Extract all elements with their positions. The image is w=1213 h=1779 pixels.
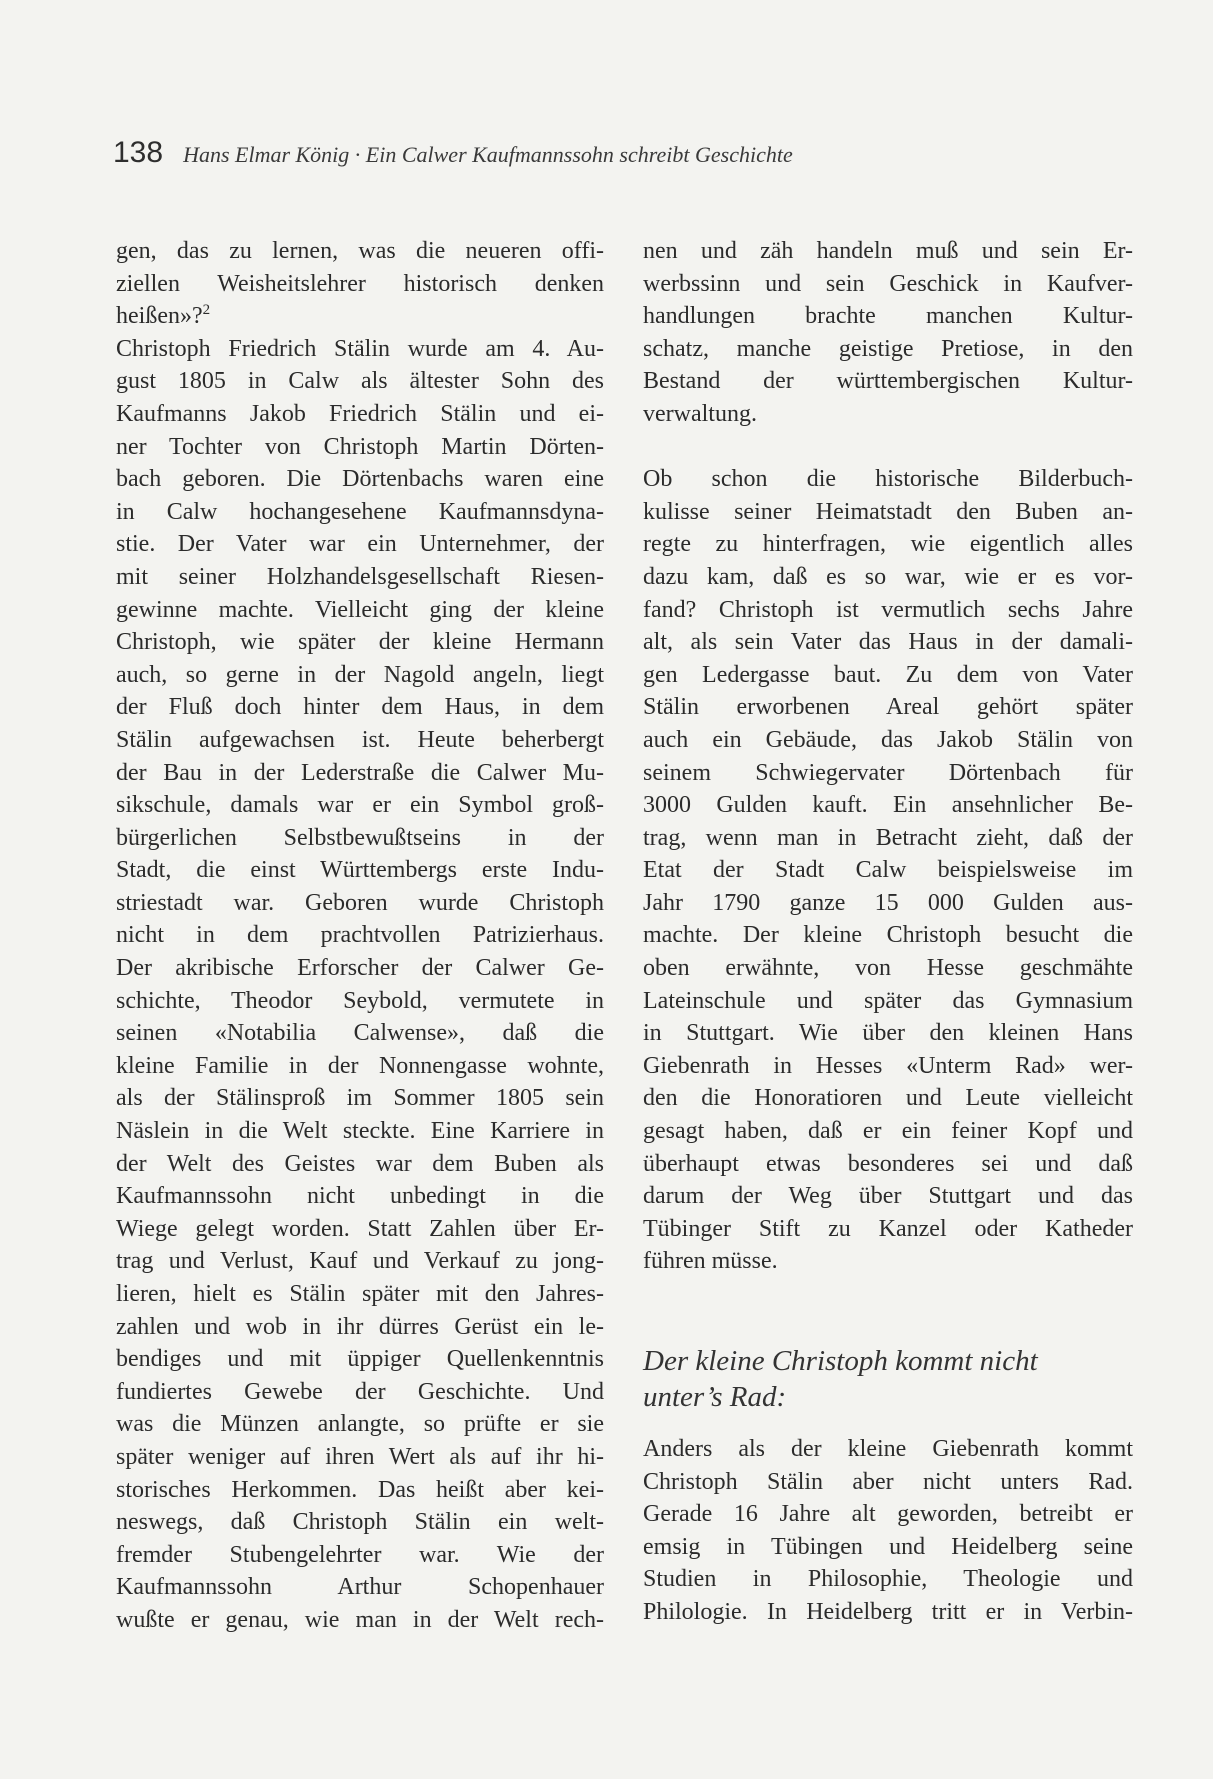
text-line: [116, 1376, 604, 1409]
text-line: [643, 626, 1133, 659]
text-line-content: auch ein Gebäude, das Jakob Stälin von: [643, 726, 1133, 753]
text-line-content: in Calw hochangesehene Kaufmannsdyna-: [116, 498, 604, 525]
text-line-content: schichte, Theodor Seybold, vermutete in: [116, 987, 604, 1014]
section-spacer: [643, 1278, 1133, 1343]
text-line-content: sikschule, damals war er ein Symbol groß-: [116, 792, 604, 819]
text-line-content: heißen»?: [116, 303, 203, 330]
text-line-content: der Bau in der Lederstraße die Calwer Mu-: [116, 759, 604, 786]
text-line-content: gen Ledergasse baut. Zu dem von Vater: [643, 661, 1133, 688]
text-line: [643, 1498, 1133, 1531]
text-line: [643, 1213, 1133, 1246]
text-line-content: Gerade 16 Jahre alt geworden, betreibt er: [643, 1501, 1133, 1528]
text-line-content: gewinne machte. Vielleicht ging der kleine: [116, 596, 604, 623]
text-line-content: Stälin aufgewachsen ist. Heute beherbergt: [116, 726, 604, 753]
text-line-content: zahlen und wob in ihr dürres Gerüst ein le-: [116, 1313, 604, 1340]
text-line: [643, 789, 1133, 822]
text-line: [643, 300, 1133, 333]
text-line-content: Näslein in die Welt steckte. Eine Karriere in: [116, 1118, 604, 1145]
text-line: [643, 1466, 1133, 1499]
text-line-content: später weniger auf ihren Wert als auf ihr hi-: [116, 1443, 604, 1470]
text-line: [116, 919, 604, 952]
text-line-content: darum der Weg über Stuttgart und das: [643, 1183, 1133, 1210]
text-line-content: ziellen Weisheitslehrer historisch denken: [116, 270, 604, 297]
text-line: [116, 1050, 604, 1083]
text-line: [643, 659, 1133, 692]
text-line-content: Kaufmanns Jakob Friedrich Stälin und ei-: [116, 400, 604, 427]
footnote-marker: 2: [202, 302, 211, 319]
paragraph: [643, 235, 1133, 431]
text-line: [116, 1506, 604, 1539]
text-line-content: lieren, hielt es Stälin später mit den Jahres-: [116, 1281, 604, 1307]
text-line-content: bürgerlichen Selbstbewußtseins in der: [116, 824, 604, 851]
text-line: [643, 822, 1133, 855]
text-line-content: Anders als der kleine Giebenrath kommt: [643, 1436, 1133, 1462]
text-line-content: Kaufmannssohn Arthur Schopenhauer: [116, 1574, 604, 1601]
text-line-content: fremder Stubengelehrter war. Wie der: [116, 1541, 604, 1568]
text-line-content: Wiege gelegt worden. Statt Zahlen über Er-: [116, 1215, 604, 1242]
text-line-content: Christoph, wie später der kleine Hermann: [116, 629, 604, 656]
text-line-content: Philologie. In Heidelberg tritt er in Verbin-: [643, 1598, 1133, 1625]
text-line-content: machte. Der kleine Christoph besucht die: [643, 922, 1133, 949]
text-line-content: Tübinger Stift zu Kanzel oder Katheder: [643, 1215, 1133, 1242]
text-line-content: was die Münzen anlangte, so prüfte er sie: [116, 1411, 604, 1438]
running-title: Hans Elmar König · Ein Calwer Kaufmannssohn schreibt Geschichte: [183, 142, 793, 167]
section-heading-line: unter’s Rad:: [643, 1381, 787, 1413]
text-line: [643, 365, 1133, 398]
text-line-content: stie. Der Vater war ein Unternehmer, der: [116, 531, 604, 558]
text-line-content: trag und Verlust, Kauf und Verkauf zu jong-: [116, 1248, 604, 1275]
text-line-content: nicht in dem prachtvollen Patrizierhaus.: [116, 922, 604, 949]
text-line: [116, 300, 604, 333]
text-line: [116, 1474, 604, 1507]
text-line: [643, 594, 1133, 627]
text-line-content: fundiertes Gewebe der Geschichte. Und: [116, 1378, 604, 1405]
text-line: [643, 1245, 1133, 1278]
text-line: [116, 463, 604, 496]
text-line: [116, 1245, 604, 1278]
text-line: [643, 235, 1133, 268]
left-column: [116, 235, 604, 1637]
text-line: [116, 1115, 604, 1148]
text-line-content: bendiges und mit üppiger Quellenkenntnis: [116, 1346, 604, 1373]
text-line-content: verwaltung.: [643, 400, 757, 427]
text-line: [643, 854, 1133, 887]
text-line-content: dazu kam, daß es so war, wie er es vor-: [643, 563, 1133, 590]
text-line: [116, 1311, 604, 1344]
text-line: [643, 1017, 1133, 1050]
text-line: [116, 431, 604, 464]
text-line: [643, 463, 1133, 496]
text-line: [643, 1050, 1133, 1083]
text-line: [116, 1571, 604, 1604]
text-line-content: 3000 Gulden kauft. Ein ansehnlicher Be-: [643, 792, 1133, 819]
section-heading-line: Der kleine Christoph kommt nicht: [643, 1345, 1038, 1377]
text-line-content: der Welt des Geistes war dem Buben als: [116, 1150, 604, 1177]
text-line: [643, 561, 1133, 594]
text-line-content: Der akribische Erforscher der Calwer Ge-: [116, 955, 604, 982]
text-line: [116, 626, 604, 659]
text-line-content: seinen «Notabilia Calwense», daß die: [116, 1020, 604, 1047]
text-line-content: führen müsse.: [643, 1248, 778, 1275]
text-line: [116, 333, 604, 366]
text-line: [116, 1213, 604, 1246]
text-line: [116, 789, 604, 822]
text-line: [116, 659, 604, 692]
text-line: [643, 398, 1133, 431]
text-line-content: Lateinschule und später das Gymnasium: [643, 987, 1133, 1014]
text-line-content: trag, wenn man in Betracht zieht, daß der: [643, 824, 1133, 851]
section-heading: [643, 1343, 1133, 1415]
text-line: [116, 594, 604, 627]
text-line: [643, 1115, 1133, 1148]
text-line: [116, 1343, 604, 1376]
text-line-content: Christoph Stälin aber nicht unters Rad.: [643, 1468, 1133, 1495]
text-line: [643, 528, 1133, 561]
text-line-content: ner Tochter von Christoph Martin Dörten-: [116, 433, 604, 460]
text-line-content: bach geboren. Die Dörtenbachs waren eine: [116, 466, 604, 493]
text-line: [643, 919, 1133, 952]
text-line: [116, 1017, 604, 1050]
text-line-content: gust 1805 in Calw als ältester Sohn des: [116, 368, 604, 395]
text-line: [643, 1148, 1133, 1181]
text-line: [116, 887, 604, 920]
text-line-content: in Stuttgart. Wie über den kleinen Hans: [643, 1020, 1133, 1047]
text-line: [116, 1441, 604, 1474]
text-line-content: der Fluß doch hinter dem Haus, in dem: [116, 694, 604, 721]
text-line: [116, 561, 604, 594]
paragraph: [643, 1433, 1133, 1629]
text-line-content: regte zu hinterfragen, wie eigentlich alles: [643, 531, 1133, 558]
text-line-content: den die Honoratioren und Leute vielleicht: [643, 1085, 1133, 1112]
text-line-content: werbssinn und sein Geschick in Kaufver-: [643, 270, 1133, 297]
text-line: [643, 724, 1133, 757]
text-line-content: neswegs, daß Christoph Stälin ein welt-: [116, 1509, 604, 1536]
text-line-content: fand? Christoph ist vermutlich sechs Jahre: [643, 596, 1133, 623]
text-line: [116, 1180, 604, 1213]
text-line-content: Christoph Friedrich Stälin wurde am 4. Au-: [116, 335, 604, 362]
text-line: [116, 1539, 604, 1572]
text-line: [643, 1531, 1133, 1564]
text-line: [116, 496, 604, 529]
text-line-content: Jahr 1790 ganze 15 000 Gulden aus-: [643, 889, 1133, 916]
text-line: [116, 398, 604, 431]
text-line: [116, 985, 604, 1018]
text-line-content: Bestand der württembergischen Kultur-: [643, 368, 1133, 395]
text-line: [643, 1596, 1133, 1629]
text-line: [116, 365, 604, 398]
text-line: [643, 333, 1133, 366]
text-line-content: schatz, manche geistige Pretiose, in den: [643, 335, 1133, 362]
text-line: [116, 952, 604, 985]
right-column: [643, 235, 1133, 1629]
text-line-content: mit seiner Holzhandelsgesellschaft Riesen-: [116, 563, 604, 590]
text-line: [643, 1180, 1133, 1213]
text-line-content: Stadt, die einst Württembergs erste Indu-: [116, 857, 604, 884]
text-line-content: oben erwähnte, von Hesse geschmähte: [643, 955, 1133, 982]
text-line-content: storisches Herkommen. Das heißt aber kei-: [116, 1476, 604, 1503]
text-line-content: alt, als sein Vater das Haus in der damali-: [643, 629, 1133, 656]
text-line: [116, 1082, 604, 1115]
text-line-content: Stälin erworbenen Areal gehört später: [643, 694, 1133, 721]
text-line-content: wußte er genau, wie man in der Welt rech-: [116, 1606, 604, 1633]
text-line-content: auch, so gerne in der Nagold angeln, liegt: [116, 661, 604, 688]
text-line-content: striestadt war. Geboren wurde Christoph: [116, 889, 604, 916]
text-line-content: Ob schon die historische Bilderbuch-: [643, 466, 1133, 493]
text-line: [116, 691, 604, 724]
text-line-content: gen, das zu lernen, was die neueren offi-: [116, 238, 604, 264]
text-line: [643, 952, 1133, 985]
text-line-content: Kaufmannssohn nicht unbedingt in die: [116, 1183, 604, 1210]
text-line: [116, 268, 604, 301]
text-line: [116, 822, 604, 855]
text-line: [643, 1082, 1133, 1115]
text-line: [643, 496, 1133, 529]
text-line: [116, 235, 604, 268]
running-head: [113, 136, 1113, 176]
text-line: [116, 1604, 604, 1637]
text-line: [116, 1408, 604, 1441]
paragraph: [643, 463, 1133, 1278]
text-line: [643, 691, 1133, 724]
paragraph-spacer: [643, 431, 1133, 464]
text-line: [643, 1433, 1133, 1466]
text-line-content: Studien in Philosophie, Theologie und: [643, 1566, 1133, 1593]
text-line-content: gesagt haben, daß er ein feiner Kopf und: [643, 1118, 1133, 1145]
text-line-content: handlungen brachte manchen Kultur-: [643, 303, 1133, 330]
text-line-content: kleine Familie in der Nonnengasse wohnte,: [116, 1052, 604, 1079]
text-line: [643, 757, 1133, 790]
text-line: [116, 1148, 604, 1181]
text-line: [643, 1563, 1133, 1596]
text-line: [116, 757, 604, 790]
text-line: [116, 724, 604, 757]
text-line-content: kulisse seiner Heimatstadt den Buben an-: [643, 498, 1133, 525]
text-line: [116, 854, 604, 887]
text-line: [643, 985, 1133, 1018]
text-line-content: Giebenrath in Hesses «Unterm Rad» wer-: [643, 1052, 1133, 1079]
page-number: 138: [113, 136, 164, 169]
text-line: [116, 528, 604, 561]
text-line: [643, 268, 1133, 301]
text-line-content: emsig in Tübingen und Heidelberg seine: [643, 1533, 1133, 1560]
text-line-content: Etat der Stadt Calw beispielsweise im: [643, 857, 1133, 884]
text-line-content: als der Stälinsproß im Sommer 1805 sein: [116, 1085, 604, 1112]
text-line-content: nen und zäh handeln muß und sein Er-: [643, 238, 1133, 264]
text-line: [116, 1278, 604, 1311]
text-line-content: überhaupt etwas besonderes sei und daß: [643, 1150, 1133, 1177]
text-line-content: seinem Schwiegervater Dörtenbach für: [643, 759, 1133, 786]
text-line: [643, 887, 1133, 920]
